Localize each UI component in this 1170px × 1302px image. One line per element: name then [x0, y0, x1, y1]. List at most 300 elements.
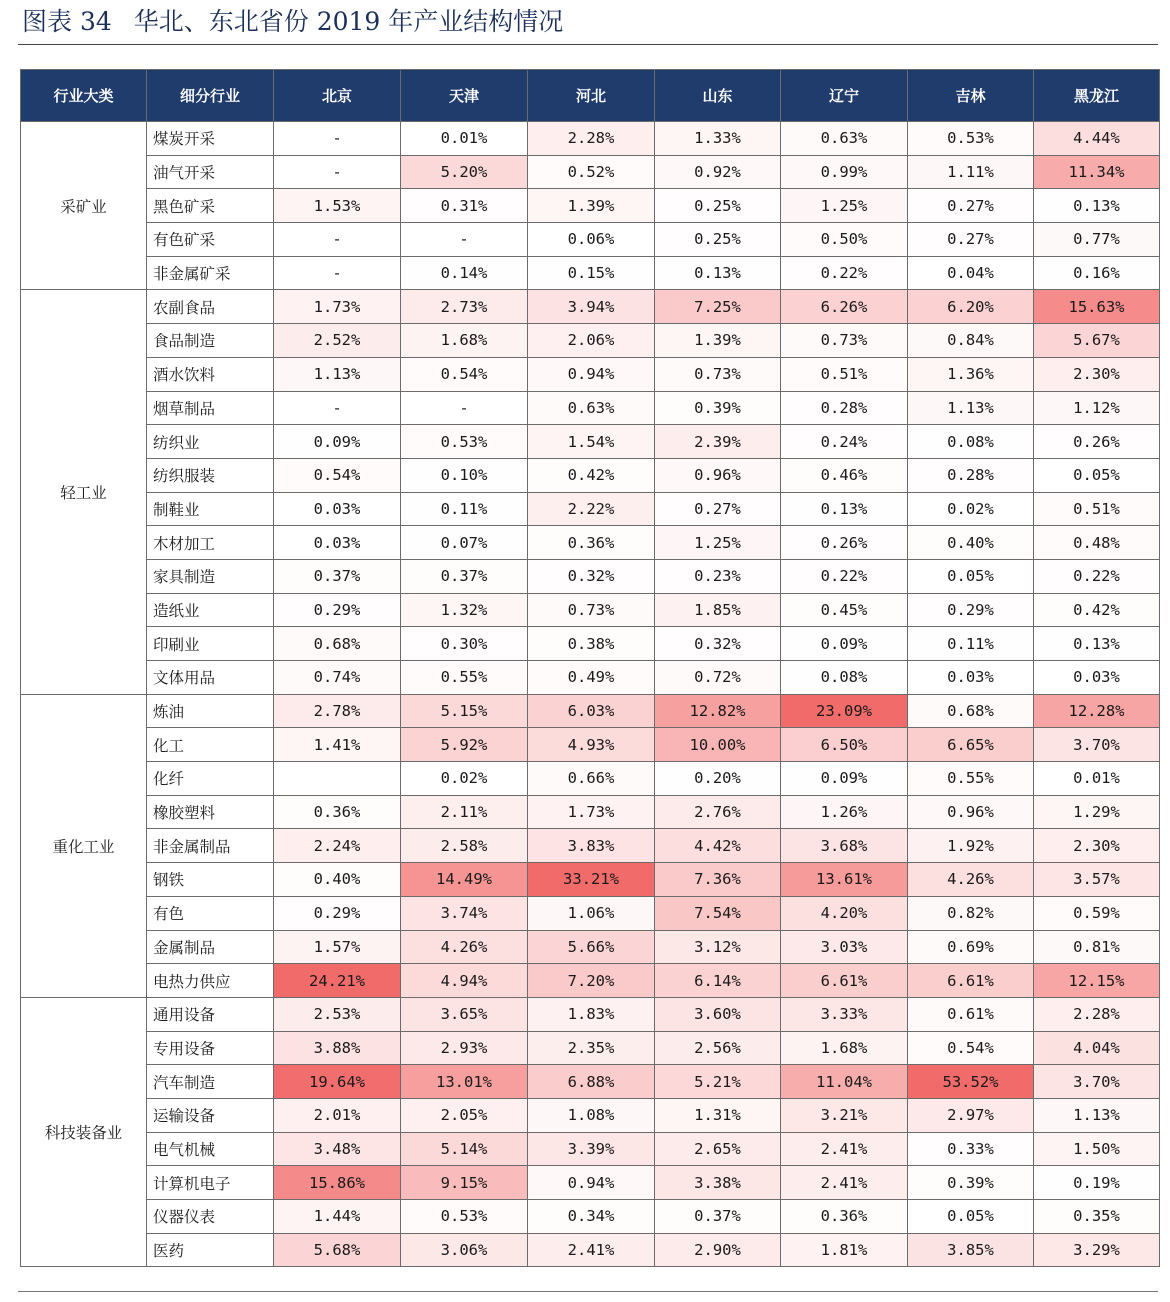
value-cell: 2.11%	[401, 795, 528, 829]
value-cell: 3.03%	[781, 930, 908, 964]
subindustry-cell: 汽车制造	[147, 1065, 274, 1099]
value-cell: 0.13%	[1034, 189, 1160, 223]
value-cell: 0.02%	[908, 492, 1034, 526]
value-cell: 0.99%	[781, 155, 908, 189]
value-cell: 0.92%	[655, 155, 781, 189]
value-cell: 0.40%	[274, 863, 401, 897]
value-cell: 2.53%	[274, 997, 401, 1031]
value-cell: 1.29%	[1034, 795, 1160, 829]
value-cell: 2.30%	[1034, 829, 1160, 863]
value-cell: 7.54%	[655, 896, 781, 930]
value-cell: 11.34%	[1034, 155, 1160, 189]
value-cell: 0.36%	[781, 1200, 908, 1234]
value-cell: 1.57%	[274, 930, 401, 964]
subindustry-cell: 制鞋业	[147, 492, 274, 526]
value-cell: 3.94%	[528, 290, 655, 324]
header-heilongjiang: 黑龙江	[1034, 70, 1160, 122]
subindustry-cell: 造纸业	[147, 593, 274, 627]
value-cell: 0.03%	[908, 661, 1034, 695]
value-cell: 2.28%	[1034, 997, 1160, 1031]
value-cell: 0.23%	[655, 559, 781, 593]
value-cell: 0.82%	[908, 896, 1034, 930]
value-cell: 3.83%	[528, 829, 655, 863]
table-row	[21, 1065, 1160, 1099]
value-cell: 0.59%	[1034, 896, 1160, 930]
header-subindustry: 细分行业	[147, 70, 274, 122]
value-cell: 1.36%	[908, 357, 1034, 391]
value-cell: -	[401, 391, 528, 425]
value-cell: 1.06%	[528, 896, 655, 930]
value-cell: 24.21%	[274, 964, 401, 998]
value-cell: 0.16%	[1034, 256, 1160, 290]
value-cell: 0.29%	[274, 593, 401, 627]
value-cell: 2.58%	[401, 829, 528, 863]
value-cell: 11.04%	[781, 1065, 908, 1099]
value-cell: 1.33%	[655, 122, 781, 156]
value-cell: 0.24%	[781, 425, 908, 459]
value-cell: 0.55%	[401, 661, 528, 695]
value-cell: 14.49%	[401, 863, 528, 897]
category-cell: 科技装备业	[21, 997, 147, 1267]
value-cell: 0.31%	[401, 189, 528, 223]
value-cell: 0.69%	[908, 930, 1034, 964]
value-cell: -	[274, 256, 401, 290]
value-cell: 2.41%	[781, 1132, 908, 1166]
value-cell: 0.33%	[908, 1132, 1034, 1166]
value-cell: 0.52%	[528, 155, 655, 189]
value-cell: 3.68%	[781, 829, 908, 863]
value-cell: 1.81%	[781, 1233, 908, 1267]
value-cell: 10.00%	[655, 728, 781, 762]
value-cell: 0.22%	[781, 559, 908, 593]
value-cell: 0.10%	[401, 458, 528, 492]
category-cell: 轻工业	[21, 290, 147, 694]
value-cell: 12.15%	[1034, 964, 1160, 998]
value-cell: 1.54%	[528, 425, 655, 459]
value-cell: 0.51%	[1034, 492, 1160, 526]
table-row	[21, 1031, 1160, 1065]
table-row	[21, 1098, 1160, 1132]
value-cell: 0.32%	[655, 627, 781, 661]
value-cell: 5.15%	[401, 694, 528, 728]
value-cell: 2.90%	[655, 1233, 781, 1267]
value-cell: 0.63%	[528, 391, 655, 425]
value-cell: 7.20%	[528, 964, 655, 998]
subindustry-cell: 非金属制品	[147, 829, 274, 863]
table-row	[21, 391, 1160, 425]
table-row	[21, 863, 1160, 897]
value-cell: 1.32%	[401, 593, 528, 627]
value-cell: 0.29%	[274, 896, 401, 930]
subindustry-cell: 专用设备	[147, 1031, 274, 1065]
value-cell: 0.36%	[528, 526, 655, 560]
value-cell: 2.35%	[528, 1031, 655, 1065]
value-cell: 0.13%	[781, 492, 908, 526]
value-cell: 3.12%	[655, 930, 781, 964]
value-cell: 6.20%	[908, 290, 1034, 324]
value-cell: 2.76%	[655, 795, 781, 829]
table-row	[21, 1166, 1160, 1200]
value-cell: 0.26%	[1034, 425, 1160, 459]
value-cell: 2.24%	[274, 829, 401, 863]
value-cell: 0.05%	[908, 559, 1034, 593]
value-cell: 0.22%	[1034, 559, 1160, 593]
table-row	[21, 728, 1160, 762]
subindustry-cell: 木材加工	[147, 526, 274, 560]
value-cell: 3.57%	[1034, 863, 1160, 897]
value-cell: 23.09%	[781, 694, 908, 728]
value-cell: 1.53%	[274, 189, 401, 223]
value-cell: 6.14%	[655, 964, 781, 998]
value-cell: -	[274, 391, 401, 425]
value-cell: 4.94%	[401, 964, 528, 998]
value-cell: 0.37%	[401, 559, 528, 593]
value-cell: 2.05%	[401, 1098, 528, 1132]
subindustry-cell: 烟草制品	[147, 391, 274, 425]
subindustry-cell: 酒水饮料	[147, 357, 274, 391]
value-cell: 0.63%	[781, 122, 908, 156]
subindustry-cell: 计算机电子	[147, 1166, 274, 1200]
value-cell: 3.39%	[528, 1132, 655, 1166]
table-row	[21, 661, 1160, 695]
subindustry-cell: 橡胶塑料	[147, 795, 274, 829]
value-cell: 0.30%	[401, 627, 528, 661]
value-cell	[274, 762, 401, 796]
subindustry-cell: 文体用品	[147, 661, 274, 695]
category-cell: 重化工业	[21, 694, 147, 997]
value-cell: 0.28%	[781, 391, 908, 425]
value-cell: 5.66%	[528, 930, 655, 964]
value-cell: 0.96%	[908, 795, 1034, 829]
value-cell: 0.54%	[908, 1031, 1034, 1065]
value-cell: 5.14%	[401, 1132, 528, 1166]
table-row	[21, 1132, 1160, 1166]
value-cell: 0.25%	[655, 189, 781, 223]
value-cell: 0.46%	[781, 458, 908, 492]
value-cell: 1.41%	[274, 728, 401, 762]
subindustry-cell: 农副食品	[147, 290, 274, 324]
value-cell: 15.63%	[1034, 290, 1160, 324]
value-cell: 3.21%	[781, 1098, 908, 1132]
value-cell: 0.37%	[274, 559, 401, 593]
table-row	[21, 1233, 1160, 1267]
value-cell: 0.84%	[908, 324, 1034, 358]
value-cell: 0.36%	[274, 795, 401, 829]
value-cell: -	[274, 122, 401, 156]
table-row	[21, 122, 1160, 156]
value-cell: 0.03%	[274, 492, 401, 526]
value-cell: 12.28%	[1034, 694, 1160, 728]
value-cell: 33.21%	[528, 863, 655, 897]
value-cell: 1.25%	[655, 526, 781, 560]
table-row	[21, 223, 1160, 257]
value-cell: 1.68%	[401, 324, 528, 358]
value-cell: 2.97%	[908, 1098, 1034, 1132]
value-cell: 53.52%	[908, 1065, 1034, 1099]
value-cell: 3.70%	[1034, 1065, 1160, 1099]
value-cell: 0.11%	[908, 627, 1034, 661]
value-cell: 3.88%	[274, 1031, 401, 1065]
value-cell: 1.85%	[655, 593, 781, 627]
industry-structure-table	[20, 69, 1160, 1267]
value-cell: 0.29%	[908, 593, 1034, 627]
subindustry-cell: 纺织服装	[147, 458, 274, 492]
value-cell: 0.73%	[655, 357, 781, 391]
value-cell: 0.37%	[655, 1200, 781, 1234]
value-cell: 0.35%	[1034, 1200, 1160, 1234]
value-cell: 0.50%	[781, 223, 908, 257]
header-row	[21, 70, 1160, 122]
value-cell: 0.38%	[528, 627, 655, 661]
figure-number: 图表 34	[22, 7, 112, 36]
value-cell: 1.12%	[1034, 391, 1160, 425]
value-cell: 6.03%	[528, 694, 655, 728]
table-row	[21, 256, 1160, 290]
table-row	[21, 896, 1160, 930]
value-cell: 0.54%	[274, 458, 401, 492]
value-cell: 2.39%	[655, 425, 781, 459]
value-cell: 2.56%	[655, 1031, 781, 1065]
value-cell: 0.72%	[655, 661, 781, 695]
value-cell: 0.15%	[528, 256, 655, 290]
value-cell: 2.30%	[1034, 357, 1160, 391]
value-cell: 5.92%	[401, 728, 528, 762]
subindustry-cell: 医药	[147, 1233, 274, 1267]
value-cell: 1.13%	[908, 391, 1034, 425]
value-cell: 0.55%	[908, 762, 1034, 796]
value-cell: 0.13%	[1034, 627, 1160, 661]
subindustry-cell: 金属制品	[147, 930, 274, 964]
value-cell: 4.93%	[528, 728, 655, 762]
table-row	[21, 492, 1160, 526]
value-cell: 0.08%	[908, 425, 1034, 459]
value-cell: 1.26%	[781, 795, 908, 829]
value-cell: 0.77%	[1034, 223, 1160, 257]
subindustry-cell: 通用设备	[147, 997, 274, 1031]
value-cell: 0.73%	[781, 324, 908, 358]
value-cell: 5.68%	[274, 1233, 401, 1267]
value-cell: 0.32%	[528, 559, 655, 593]
value-cell: -	[274, 155, 401, 189]
value-cell: 3.74%	[401, 896, 528, 930]
table-row	[21, 324, 1160, 358]
value-cell: 4.04%	[1034, 1031, 1160, 1065]
subindustry-cell: 有色矿采	[147, 223, 274, 257]
subindustry-cell: 非金属矿采	[147, 256, 274, 290]
table-row	[21, 290, 1160, 324]
table-row	[21, 964, 1160, 998]
value-cell: 2.73%	[401, 290, 528, 324]
header-shandong: 山东	[655, 70, 781, 122]
value-cell: 13.61%	[781, 863, 908, 897]
header-tianjin: 天津	[401, 70, 528, 122]
value-cell: 6.88%	[528, 1065, 655, 1099]
header-category: 行业大类	[21, 70, 147, 122]
value-cell: 2.41%	[781, 1166, 908, 1200]
value-cell: 3.06%	[401, 1233, 528, 1267]
value-cell: 0.05%	[1034, 458, 1160, 492]
table-row	[21, 795, 1160, 829]
value-cell: 0.02%	[401, 762, 528, 796]
value-cell: 0.39%	[908, 1166, 1034, 1200]
value-cell: 0.68%	[908, 694, 1034, 728]
subindustry-cell: 煤炭开采	[147, 122, 274, 156]
footer-rule	[18, 1291, 1158, 1292]
value-cell: 0.09%	[781, 762, 908, 796]
category-cell: 采矿业	[21, 122, 147, 290]
value-cell: 3.70%	[1034, 728, 1160, 762]
table-row	[21, 997, 1160, 1031]
value-cell: 12.82%	[655, 694, 781, 728]
subindustry-cell: 黑色矿采	[147, 189, 274, 223]
subindustry-cell: 仪器仪表	[147, 1200, 274, 1234]
subindustry-cell: 食品制造	[147, 324, 274, 358]
value-cell: 1.68%	[781, 1031, 908, 1065]
header-liaoning: 辽宁	[781, 70, 908, 122]
value-cell: 0.04%	[908, 256, 1034, 290]
value-cell: 6.61%	[908, 964, 1034, 998]
value-cell: 9.15%	[401, 1166, 528, 1200]
value-cell: 1.39%	[528, 189, 655, 223]
value-cell: -	[401, 223, 528, 257]
value-cell: 0.39%	[655, 391, 781, 425]
value-cell: 2.41%	[528, 1233, 655, 1267]
value-cell: 0.11%	[401, 492, 528, 526]
subindustry-cell: 印刷业	[147, 627, 274, 661]
value-cell: 5.67%	[1034, 324, 1160, 358]
subindustry-cell: 化纤	[147, 762, 274, 796]
value-cell: 0.96%	[655, 458, 781, 492]
value-cell: 1.31%	[655, 1098, 781, 1132]
table-body	[21, 122, 1160, 1267]
value-cell: -	[274, 223, 401, 257]
value-cell: 0.54%	[401, 357, 528, 391]
value-cell: 5.20%	[401, 155, 528, 189]
table-row	[21, 694, 1160, 728]
value-cell: 6.50%	[781, 728, 908, 762]
value-cell: 2.06%	[528, 324, 655, 358]
value-cell: 0.94%	[528, 1166, 655, 1200]
value-cell: 1.08%	[528, 1098, 655, 1132]
figure-title-text: 华北、东北省份 2019 年产业结构情况	[133, 7, 564, 36]
table-row	[21, 526, 1160, 560]
value-cell: 0.53%	[401, 1200, 528, 1234]
value-cell: 1.44%	[274, 1200, 401, 1234]
value-cell: 0.05%	[908, 1200, 1034, 1234]
value-cell: 0.53%	[908, 122, 1034, 156]
header-jilin: 吉林	[908, 70, 1034, 122]
value-cell: 4.20%	[781, 896, 908, 930]
table-row	[21, 829, 1160, 863]
value-cell: 0.42%	[528, 458, 655, 492]
value-cell: 0.03%	[274, 526, 401, 560]
value-cell: 0.19%	[1034, 1166, 1160, 1200]
subindustry-cell: 家具制造	[147, 559, 274, 593]
value-cell: 0.26%	[781, 526, 908, 560]
value-cell: 0.27%	[655, 492, 781, 526]
value-cell: 0.61%	[908, 997, 1034, 1031]
subindustry-cell: 电热力供应	[147, 964, 274, 998]
value-cell: 0.73%	[528, 593, 655, 627]
value-cell: 0.13%	[655, 256, 781, 290]
value-cell: 0.20%	[655, 762, 781, 796]
value-cell: 1.83%	[528, 997, 655, 1031]
subindustry-cell: 油气开采	[147, 155, 274, 189]
value-cell: 0.34%	[528, 1200, 655, 1234]
value-cell: 2.28%	[528, 122, 655, 156]
value-cell: 2.93%	[401, 1031, 528, 1065]
value-cell: 0.66%	[528, 762, 655, 796]
subindustry-cell: 运输设备	[147, 1098, 274, 1132]
value-cell: 3.38%	[655, 1166, 781, 1200]
value-cell: 0.81%	[1034, 930, 1160, 964]
value-cell: 7.36%	[655, 863, 781, 897]
value-cell: 0.27%	[908, 189, 1034, 223]
value-cell: 0.49%	[528, 661, 655, 695]
value-cell: 0.53%	[401, 425, 528, 459]
figure-title	[22, 4, 563, 40]
header-hebei: 河北	[528, 70, 655, 122]
value-cell: 5.21%	[655, 1065, 781, 1099]
header-beijing: 北京	[274, 70, 401, 122]
value-cell: 0.74%	[274, 661, 401, 695]
table-row	[21, 155, 1160, 189]
table-row	[21, 1200, 1160, 1234]
table-row	[21, 627, 1160, 661]
value-cell: 1.73%	[528, 795, 655, 829]
value-cell: 3.48%	[274, 1132, 401, 1166]
value-cell: 4.44%	[1034, 122, 1160, 156]
value-cell: 1.50%	[1034, 1132, 1160, 1166]
value-cell: 3.33%	[781, 997, 908, 1031]
value-cell: 3.85%	[908, 1233, 1034, 1267]
table-row	[21, 593, 1160, 627]
value-cell: 1.39%	[655, 324, 781, 358]
value-cell: 6.61%	[781, 964, 908, 998]
value-cell: 3.29%	[1034, 1233, 1160, 1267]
value-cell: 0.06%	[528, 223, 655, 257]
value-cell: 19.64%	[274, 1065, 401, 1099]
value-cell: 0.25%	[655, 223, 781, 257]
value-cell: 0.27%	[908, 223, 1034, 257]
value-cell: 1.25%	[781, 189, 908, 223]
value-cell: 2.01%	[274, 1098, 401, 1132]
value-cell: 0.01%	[1034, 762, 1160, 796]
value-cell: 0.09%	[274, 425, 401, 459]
value-cell: 3.60%	[655, 997, 781, 1031]
value-cell: 2.65%	[655, 1132, 781, 1166]
value-cell: 0.07%	[401, 526, 528, 560]
value-cell: 1.73%	[274, 290, 401, 324]
value-cell: 2.52%	[274, 324, 401, 358]
value-cell: 0.03%	[1034, 661, 1160, 695]
value-cell: 1.11%	[908, 155, 1034, 189]
value-cell: 0.28%	[908, 458, 1034, 492]
table-row	[21, 189, 1160, 223]
value-cell: 0.51%	[781, 357, 908, 391]
value-cell: 0.14%	[401, 256, 528, 290]
value-cell: 1.13%	[274, 357, 401, 391]
value-cell: 2.22%	[528, 492, 655, 526]
subindustry-cell: 电气机械	[147, 1132, 274, 1166]
subindustry-cell: 钢铁	[147, 863, 274, 897]
title-rule	[18, 44, 1158, 45]
value-cell: 4.42%	[655, 829, 781, 863]
table-row	[21, 762, 1160, 796]
value-cell: 0.48%	[1034, 526, 1160, 560]
table-row	[21, 357, 1160, 391]
value-cell: 0.45%	[781, 593, 908, 627]
